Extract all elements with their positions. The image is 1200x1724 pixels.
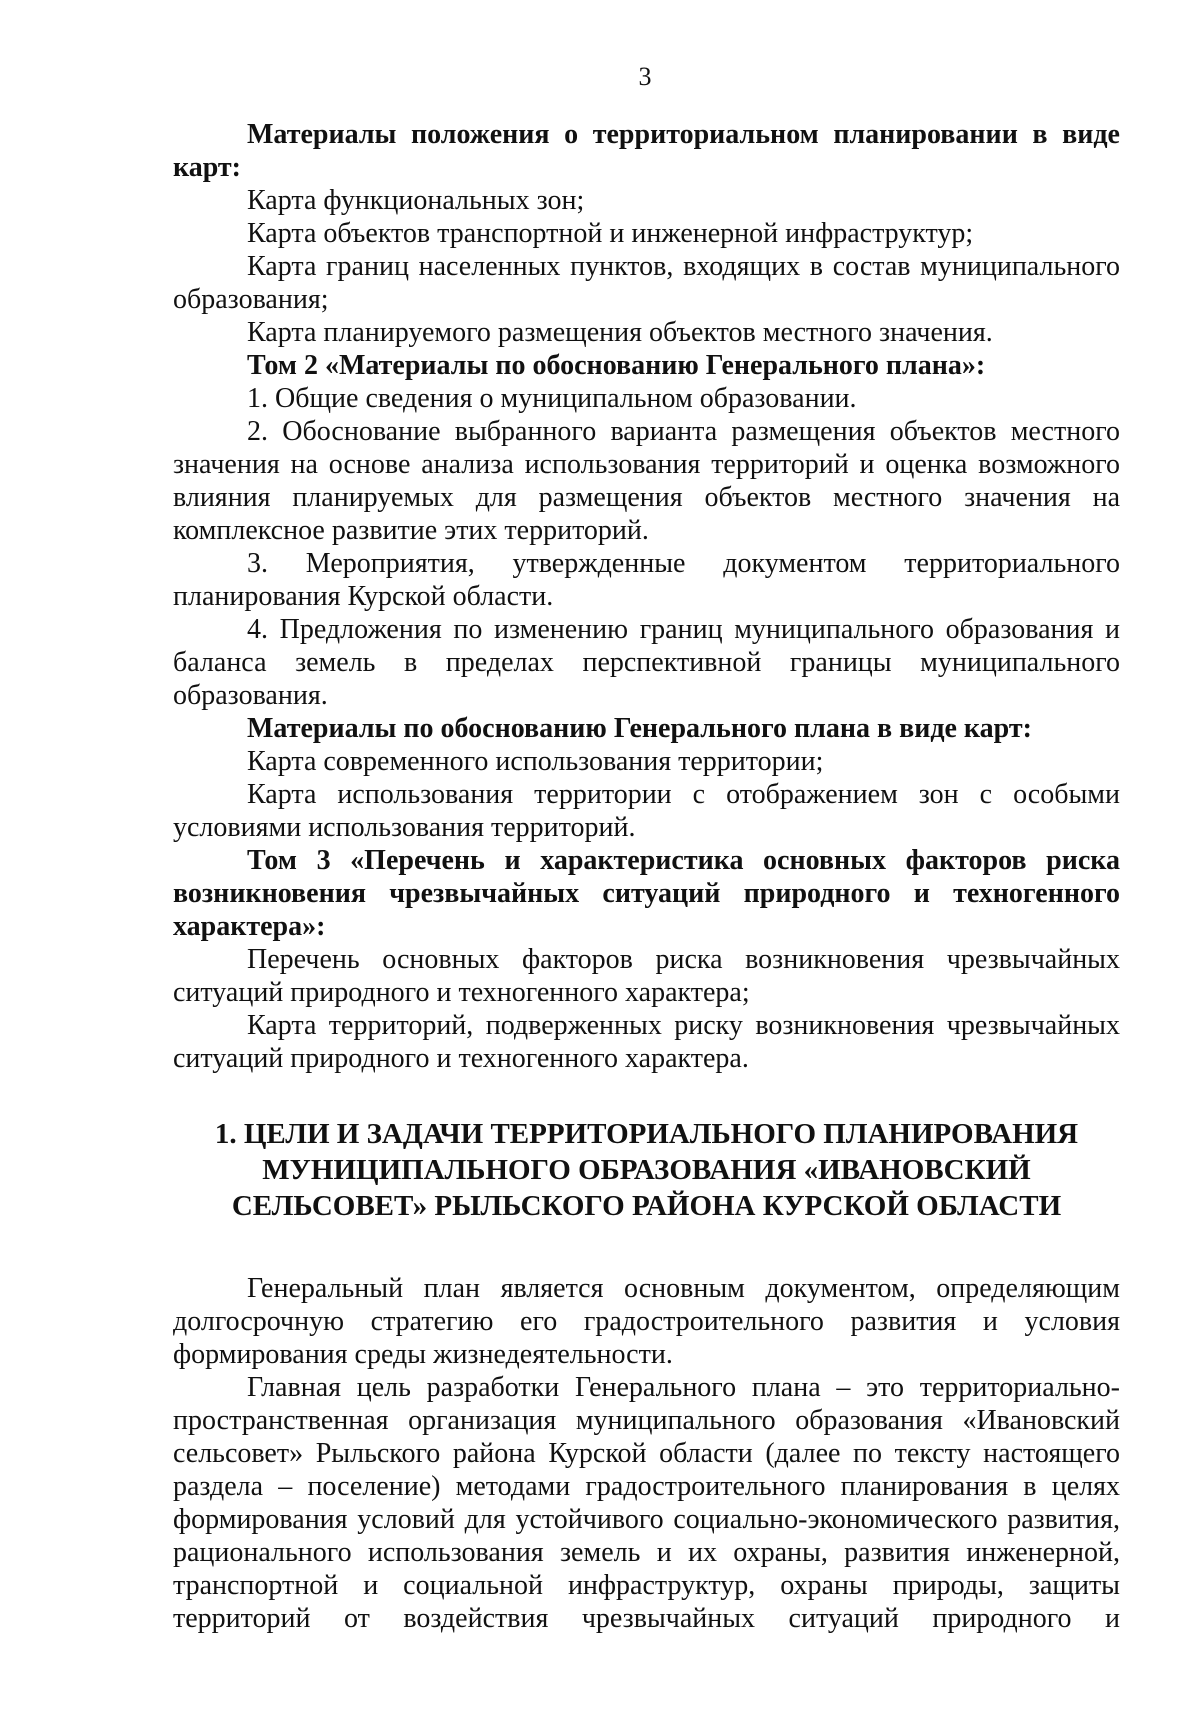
- list-item: Карта функциональных зон;: [247, 185, 585, 216]
- section-title-line: СЕЛЬСОВЕТ» РЫЛЬСКОГО РАЙОНА КУРСКОЙ ОБЛАСТИ: [231, 1190, 1062, 1222]
- volume-2-maps-heading: Материалы по обоснованию Генерального плана в виде карт:: [247, 713, 1032, 744]
- list-item: Карта объектов транспортной и инженерной инфраструктур;: [247, 218, 974, 249]
- page-number: 3: [638, 62, 652, 91]
- list-item: 4. Предложения по изменению границ муниципального образования и баланса земель в пределах перспективной границы муниципального образования.: [173, 614, 1120, 711]
- list-item: Карта современного использования территории;: [247, 746, 824, 777]
- body-paragraph: Генеральный план является основным документом, определяющим долгосрочную стратегию его градостроительного развития и условия формирования среды жизнедеятельности.: [173, 1273, 1120, 1370]
- list-item: 2. Обоснование выбранного варианта размещения объектов местного значения на основе анализа использования территорий и оценка возможного влияния планируемых для размещения объектов местного значения на комплексное развитие этих территорий.: [173, 416, 1120, 546]
- list-item: Карта планируемого размещения объектов местного значения.: [247, 317, 993, 348]
- volume-2-heading: Том 2 «Материалы по обоснованию Генерального плана»:: [247, 350, 986, 381]
- section-title-line: МУНИЦИПАЛЬНОГО ОБРАЗОВАНИЯ «ИВАНОВСКИЙ: [262, 1154, 1031, 1186]
- list-item: Карта использования территории с отображением зон с особыми условиями использования территорий.: [173, 779, 1120, 843]
- maps-heading: Материалы положения о территориальном планировании в виде карт:: [173, 119, 1120, 183]
- volume-3-heading: Том 3 «Перечень и характеристика основных факторов риска возникновения чрезвычайных ситуаций природного и техногенного характера»:: [173, 845, 1120, 942]
- list-item: Перечень основных факторов риска возникновения чрезвычайных ситуаций природного и техногенного характера;: [173, 944, 1120, 1008]
- body-paragraph: Главная цель разработки Генерального плана – это территориально-пространственная организация муниципального образования «Ивановский сельсовет» Рыльского района Курской области (далее по тексту настоящего раздела – поселение) методами градостроительного планирования в целях формирования условий для устойчивого социально-экономического развития, рационального использования земель и их охраны, развития инженерной, транспортной и социальной инфраструктур, охраны природы, защиты территорий от воздействия чрезвычайных ситуаций природного и: [173, 1372, 1120, 1634]
- section-title: [173, 1116, 1120, 1224]
- list-item: Карта территорий, подверженных риску возникновения чрезвычайных ситуаций природного и техногенного характера.: [173, 1010, 1120, 1074]
- page-content: [173, 118, 1120, 1635]
- list-item: 1. Общие сведения о муниципальном образовании.: [247, 383, 857, 414]
- list-item: 3. Мероприятия, утвержденные документом территориального планирования Курской области.: [173, 548, 1120, 612]
- section-title-line: 1. ЦЕЛИ И ЗАДАЧИ ТЕРРИТОРИАЛЬНОГО ПЛАНИРОВАНИЯ: [214, 1118, 1079, 1150]
- list-item: Карта границ населенных пунктов, входящих в состав муниципального образования;: [173, 251, 1120, 315]
